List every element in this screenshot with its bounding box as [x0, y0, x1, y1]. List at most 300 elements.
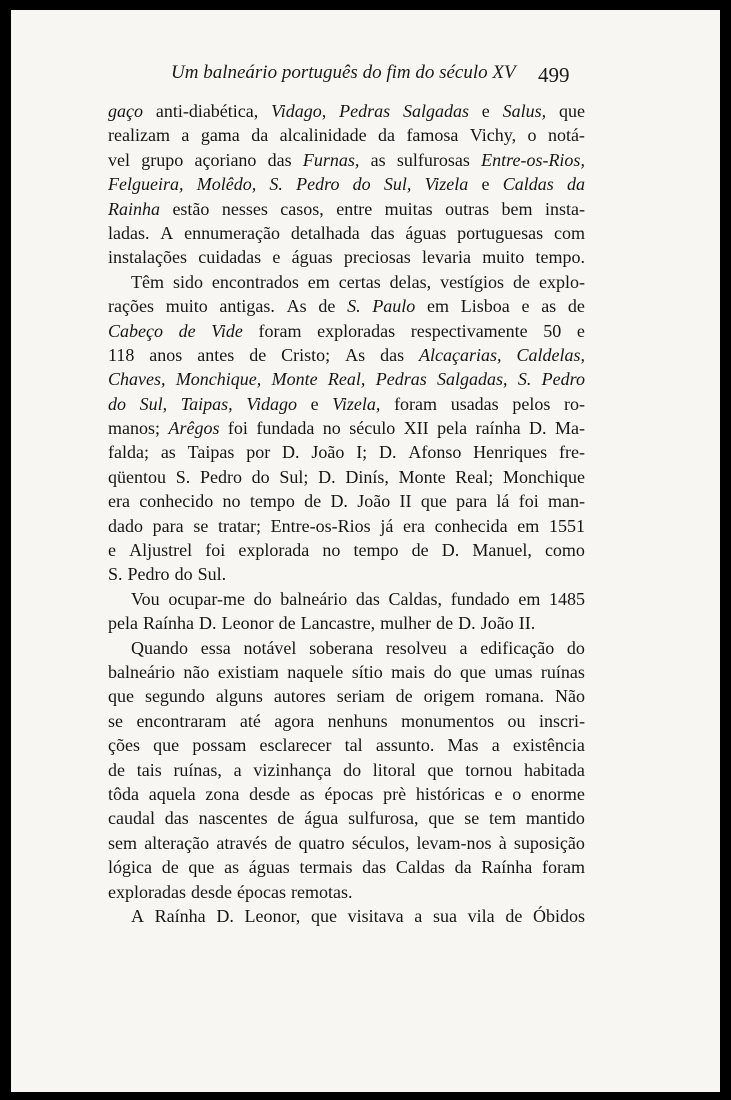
word: se — [108, 710, 123, 731]
italic-word: Monte — [271, 369, 318, 390]
word: de — [513, 271, 531, 292]
word: cuidadas — [198, 247, 262, 268]
word: de — [277, 808, 295, 829]
word: Henriques — [473, 442, 548, 463]
word: era — [108, 491, 130, 512]
word: segundo — [144, 686, 205, 707]
italic-word: Salus, — [502, 101, 547, 121]
word: lógica — [108, 857, 152, 878]
word: existência — [512, 735, 585, 756]
word: anos — [149, 344, 183, 365]
text-line — [108, 733, 585, 757]
text-line — [108, 343, 585, 367]
word: D. — [529, 418, 547, 439]
word: balneário — [280, 588, 348, 609]
word: sua — [432, 905, 457, 926]
word: usadas — [450, 393, 499, 414]
word: visitava — [347, 905, 404, 926]
word: ladas. — [108, 222, 150, 243]
word: tais — [136, 759, 162, 780]
text-line — [108, 123, 585, 147]
word: tempo — [249, 491, 295, 512]
word: mantido — [525, 808, 585, 829]
word: açoriano — [194, 149, 257, 170]
word: D. — [441, 540, 460, 561]
italic-word: Vizela — [424, 174, 469, 195]
word: anti-diabética, — [155, 101, 259, 121]
italic-word: Cabeço — [108, 320, 163, 341]
word: Monchique — [503, 466, 585, 487]
word: de — [274, 832, 292, 853]
word: autores — [273, 686, 326, 707]
text-line — [108, 416, 585, 440]
word: era — [402, 515, 425, 536]
word: foram — [394, 393, 438, 414]
text-line — [108, 99, 585, 123]
text-line — [108, 855, 585, 879]
word: Cristo; — [281, 344, 331, 365]
text-line — [108, 538, 585, 562]
word: As — [345, 344, 366, 365]
body-text — [108, 99, 585, 928]
word: João — [357, 491, 391, 512]
word: no — [222, 491, 241, 512]
word: origem — [423, 686, 475, 707]
word: D. — [318, 466, 336, 487]
word: fre- — [558, 442, 585, 463]
word: das — [355, 588, 380, 609]
italic-word: S. — [269, 174, 283, 195]
word: grupo — [141, 149, 184, 170]
text-line — [108, 587, 585, 611]
word: delas, — [389, 271, 432, 292]
word: raínha — [475, 418, 521, 439]
word: Ma- — [554, 418, 585, 439]
word: habitada — [523, 759, 585, 780]
word: foi — [227, 418, 248, 439]
word: no — [322, 540, 341, 561]
word: que — [460, 661, 487, 682]
word: termais — [299, 857, 353, 878]
word: Leonor, — [244, 905, 301, 926]
text-line — [108, 782, 585, 806]
word: a — [491, 735, 500, 756]
word: para — [456, 491, 488, 512]
word: prè — [383, 783, 407, 804]
word: 1551 — [548, 515, 585, 536]
word: inscri- — [538, 710, 585, 731]
word: I; — [356, 442, 368, 463]
italic-word: Chaves, — [108, 369, 166, 390]
word: muito — [165, 296, 208, 317]
italic-word: Taipas, — [180, 393, 233, 414]
italic-word: Rainha — [108, 198, 160, 219]
word: insta- — [544, 198, 585, 219]
word: águas — [405, 222, 447, 243]
word: Caldas — [395, 857, 445, 878]
word: tôda — [108, 783, 139, 804]
word: e — [108, 540, 116, 561]
italic-word: de — [178, 320, 196, 341]
word: da — [378, 125, 396, 146]
word: do — [433, 661, 452, 682]
word: que — [558, 101, 585, 121]
word: tempo. — [535, 247, 585, 268]
word: vila — [467, 905, 495, 926]
word: gama — [200, 125, 240, 146]
text-line — [108, 636, 585, 660]
word: Não — [554, 686, 585, 707]
word: levaria — [422, 247, 471, 268]
word: As — [286, 296, 307, 317]
word: que — [428, 808, 455, 829]
word: 1485 — [549, 588, 585, 609]
word: casos, — [280, 198, 324, 219]
word: tempo — [353, 540, 399, 561]
word: Raínha — [154, 905, 206, 926]
word: as — [224, 857, 240, 878]
word: de — [436, 613, 454, 634]
word: que — [427, 759, 454, 780]
word: com — [553, 222, 585, 243]
word: as — [299, 783, 315, 804]
word: Pedro — [199, 466, 242, 487]
word: da — [454, 857, 472, 878]
word: ruínas, — [173, 759, 222, 780]
word: tornou — [465, 759, 513, 780]
word: muito — [482, 247, 525, 268]
word: para — [152, 515, 184, 536]
word: Manuel, — [472, 540, 532, 561]
word: já — [380, 515, 394, 536]
word: Raínha — [481, 857, 533, 878]
text-line — [108, 319, 585, 343]
word: tal — [344, 735, 363, 756]
word: Dinís, — [345, 466, 389, 487]
word: existiam — [217, 661, 279, 682]
word: se — [464, 808, 480, 829]
word: alguns — [215, 686, 263, 707]
word: nenhuns — [327, 710, 388, 731]
word: em — [517, 515, 540, 536]
word: água — [304, 808, 339, 829]
word: fundado — [450, 588, 510, 609]
italic-word: Vide — [211, 320, 243, 341]
text-line — [108, 880, 585, 904]
italic-word: Pedro — [296, 174, 340, 195]
italic-word: Felgueira, — [108, 174, 184, 195]
word: antigas. — [219, 296, 275, 317]
word: tem — [489, 808, 517, 829]
text-line — [108, 562, 585, 586]
italic-word: Sul, — [139, 393, 168, 414]
word: o — [527, 125, 537, 146]
word: as — [541, 296, 557, 317]
word: das — [370, 222, 395, 243]
text-line — [108, 245, 585, 269]
word: que — [420, 491, 447, 512]
word: ruínas — [540, 661, 585, 682]
word: Óbidos — [532, 905, 585, 926]
word: suposição — [513, 832, 585, 853]
word: bem — [501, 198, 533, 219]
word: ções — [108, 735, 140, 756]
text-line — [108, 684, 585, 708]
word: Lisboa — [460, 296, 510, 317]
word: respectivamente — [410, 320, 528, 341]
word: portuguesas — [457, 222, 544, 243]
text-line — [108, 709, 585, 733]
word: essa — [200, 637, 231, 658]
word: manos; — [108, 418, 160, 439]
word: de — [304, 491, 322, 512]
italic-word: Vizela, — [332, 393, 381, 414]
word: Pedro — [127, 564, 170, 585]
italic-word: Vidago — [246, 393, 297, 414]
word: de — [161, 857, 179, 878]
word: falda; — [108, 442, 149, 463]
word: Vou — [131, 588, 160, 609]
text-line — [108, 489, 585, 513]
italic-word: do — [108, 393, 126, 414]
word: históricas — [415, 783, 485, 804]
word: instalações — [108, 247, 187, 268]
word: as — [160, 442, 176, 463]
word: explorada — [238, 540, 310, 561]
word: foram — [541, 857, 585, 878]
text-line — [108, 197, 585, 221]
italic-word: S. — [517, 369, 532, 390]
italic-word: Caldas — [502, 174, 554, 195]
text-line — [108, 465, 585, 489]
word: Afonso — [408, 442, 462, 463]
word: entre — [336, 198, 373, 219]
italic-word: gaço — [108, 101, 143, 121]
word: conhecida — [434, 515, 508, 536]
word: II. — [518, 613, 536, 634]
word: edificação — [480, 637, 555, 658]
word: desde — [249, 783, 291, 804]
word: Aljustrel — [129, 540, 193, 561]
word: mulher — [380, 613, 432, 634]
word: detalhada — [290, 222, 360, 243]
text-line — [108, 904, 585, 928]
italic-word: Salgadas — [402, 101, 469, 121]
word: alcalinidade — [279, 125, 367, 146]
word: 50 — [543, 320, 562, 341]
word: Sul. — [197, 564, 227, 585]
word: do — [566, 637, 585, 658]
word: A — [160, 222, 174, 243]
word: Taipas — [187, 442, 235, 463]
word: através — [216, 832, 268, 853]
word: explo- — [538, 271, 585, 292]
word: S. — [175, 466, 191, 487]
word: Sul; — [279, 466, 309, 487]
italic-word: Furnas, — [302, 149, 360, 170]
word: foram — [258, 320, 302, 341]
italic-word: da — [566, 174, 585, 195]
word: Leonor — [221, 613, 274, 634]
word: em — [518, 588, 541, 609]
italic-word: Salgadas, — [437, 369, 508, 390]
text-line — [108, 831, 585, 855]
text-line — [108, 806, 585, 830]
word: D. — [199, 613, 217, 634]
text-line — [108, 367, 585, 391]
word: remotas. — [291, 881, 353, 902]
text-line — [108, 148, 585, 172]
italic-word: Molêdo, — [196, 174, 257, 195]
word: em — [427, 296, 450, 317]
word: soberana — [309, 637, 374, 658]
word: do — [253, 588, 272, 609]
word: e — [494, 783, 503, 804]
page-header — [11, 62, 720, 92]
word: de — [411, 540, 429, 561]
word: certas — [338, 271, 381, 292]
word: águas — [248, 857, 290, 878]
word: balneário — [108, 661, 175, 682]
word: foi — [518, 491, 539, 512]
word: dado — [108, 515, 143, 536]
word: das — [362, 857, 387, 878]
word: alteração — [144, 832, 210, 853]
word: A — [131, 905, 144, 926]
word: sulfurosa, — [348, 808, 419, 829]
word: pela — [108, 613, 138, 634]
word: vizinhança — [253, 759, 332, 780]
word: mais — [391, 661, 426, 682]
italic-word: Pedras — [375, 369, 427, 390]
page-number: 499 — [538, 63, 570, 87]
word: de — [567, 296, 585, 317]
word: de — [505, 905, 523, 926]
word: João — [480, 613, 514, 634]
word: lá — [496, 491, 510, 512]
word: que — [188, 857, 215, 878]
word: das — [164, 808, 189, 829]
word: a — [181, 125, 190, 146]
word: que — [153, 735, 180, 756]
word: caudal — [108, 808, 155, 829]
word: de — [249, 344, 267, 365]
word: D. — [458, 613, 476, 634]
word: sem — [108, 832, 137, 853]
word: quatro — [298, 832, 345, 853]
word: ro- — [563, 393, 585, 414]
word: agora — [274, 710, 315, 731]
word: e — [576, 320, 585, 341]
word: das — [380, 344, 405, 365]
word: por — [246, 442, 271, 463]
text-line — [108, 758, 585, 782]
word: realizam — [108, 125, 170, 146]
word: D. — [330, 491, 348, 512]
word: Mas — [447, 735, 479, 756]
word: XII — [403, 418, 429, 439]
word: desde — [191, 881, 232, 902]
italic-word: Alcaçarias, — [419, 344, 502, 365]
word: ocupar-me — [168, 588, 245, 609]
word: man- — [548, 491, 585, 512]
word: Monte — [398, 466, 446, 487]
word: e — [481, 174, 490, 195]
word: Vichy, — [469, 125, 517, 146]
text-line — [108, 514, 585, 538]
word: e — [310, 393, 319, 414]
word: zona — [205, 783, 240, 804]
word: notá- — [547, 125, 585, 146]
italic-word: Entre-os-Rios, — [481, 149, 585, 170]
word: a — [414, 905, 423, 926]
word: levam-nos — [416, 832, 492, 853]
word: umas — [494, 661, 533, 682]
word: notável — [243, 637, 297, 658]
word: fundada — [256, 418, 315, 439]
word: 118 — [108, 344, 135, 365]
word: esclarecer — [259, 735, 332, 756]
word: que — [108, 686, 134, 707]
word: nascentes — [198, 808, 268, 829]
word: encontraram — [136, 710, 227, 731]
word: sulfurosas — [396, 149, 470, 170]
word: exploradas — [108, 881, 186, 902]
word: II — [399, 491, 412, 512]
word: de — [318, 296, 336, 317]
word: as — [370, 149, 386, 170]
word: muitas — [384, 198, 433, 219]
word: que — [310, 905, 337, 926]
word: monumentos — [401, 710, 495, 731]
word: aquela — [148, 783, 196, 804]
word: antes — [197, 344, 235, 365]
word: do — [251, 466, 270, 487]
italic-word: Real, — [327, 369, 366, 390]
word: vel — [108, 149, 130, 170]
word: século — [349, 418, 396, 439]
word: sido — [172, 271, 203, 292]
word: D. — [282, 442, 300, 463]
text-line — [108, 172, 585, 196]
word: qüentou — [108, 466, 166, 487]
word: de — [395, 686, 413, 707]
word: séculos, — [351, 832, 410, 853]
word: no — [322, 418, 341, 439]
italic-word: Monchique, — [175, 369, 262, 390]
word: e — [521, 296, 530, 317]
word: não — [183, 661, 210, 682]
italic-word: Pedro — [541, 369, 585, 390]
word: encontrados — [211, 271, 299, 292]
word: seriam — [336, 686, 385, 707]
word: da — [251, 125, 269, 146]
italic-word: Pedras — [339, 101, 391, 121]
word: a — [459, 637, 468, 658]
word: resolveu — [385, 637, 447, 658]
word: nesses — [221, 198, 268, 219]
book-page — [11, 10, 720, 1092]
word: o — [512, 783, 522, 804]
word: como — [544, 540, 585, 561]
word: à — [498, 832, 507, 853]
text-line — [108, 660, 585, 684]
word: foi — [205, 540, 226, 561]
word: Caldas, — [388, 588, 443, 609]
italic-word: Sul, — [383, 174, 412, 195]
italic-word: Caldelas, — [516, 344, 585, 365]
word: D. — [379, 442, 397, 463]
